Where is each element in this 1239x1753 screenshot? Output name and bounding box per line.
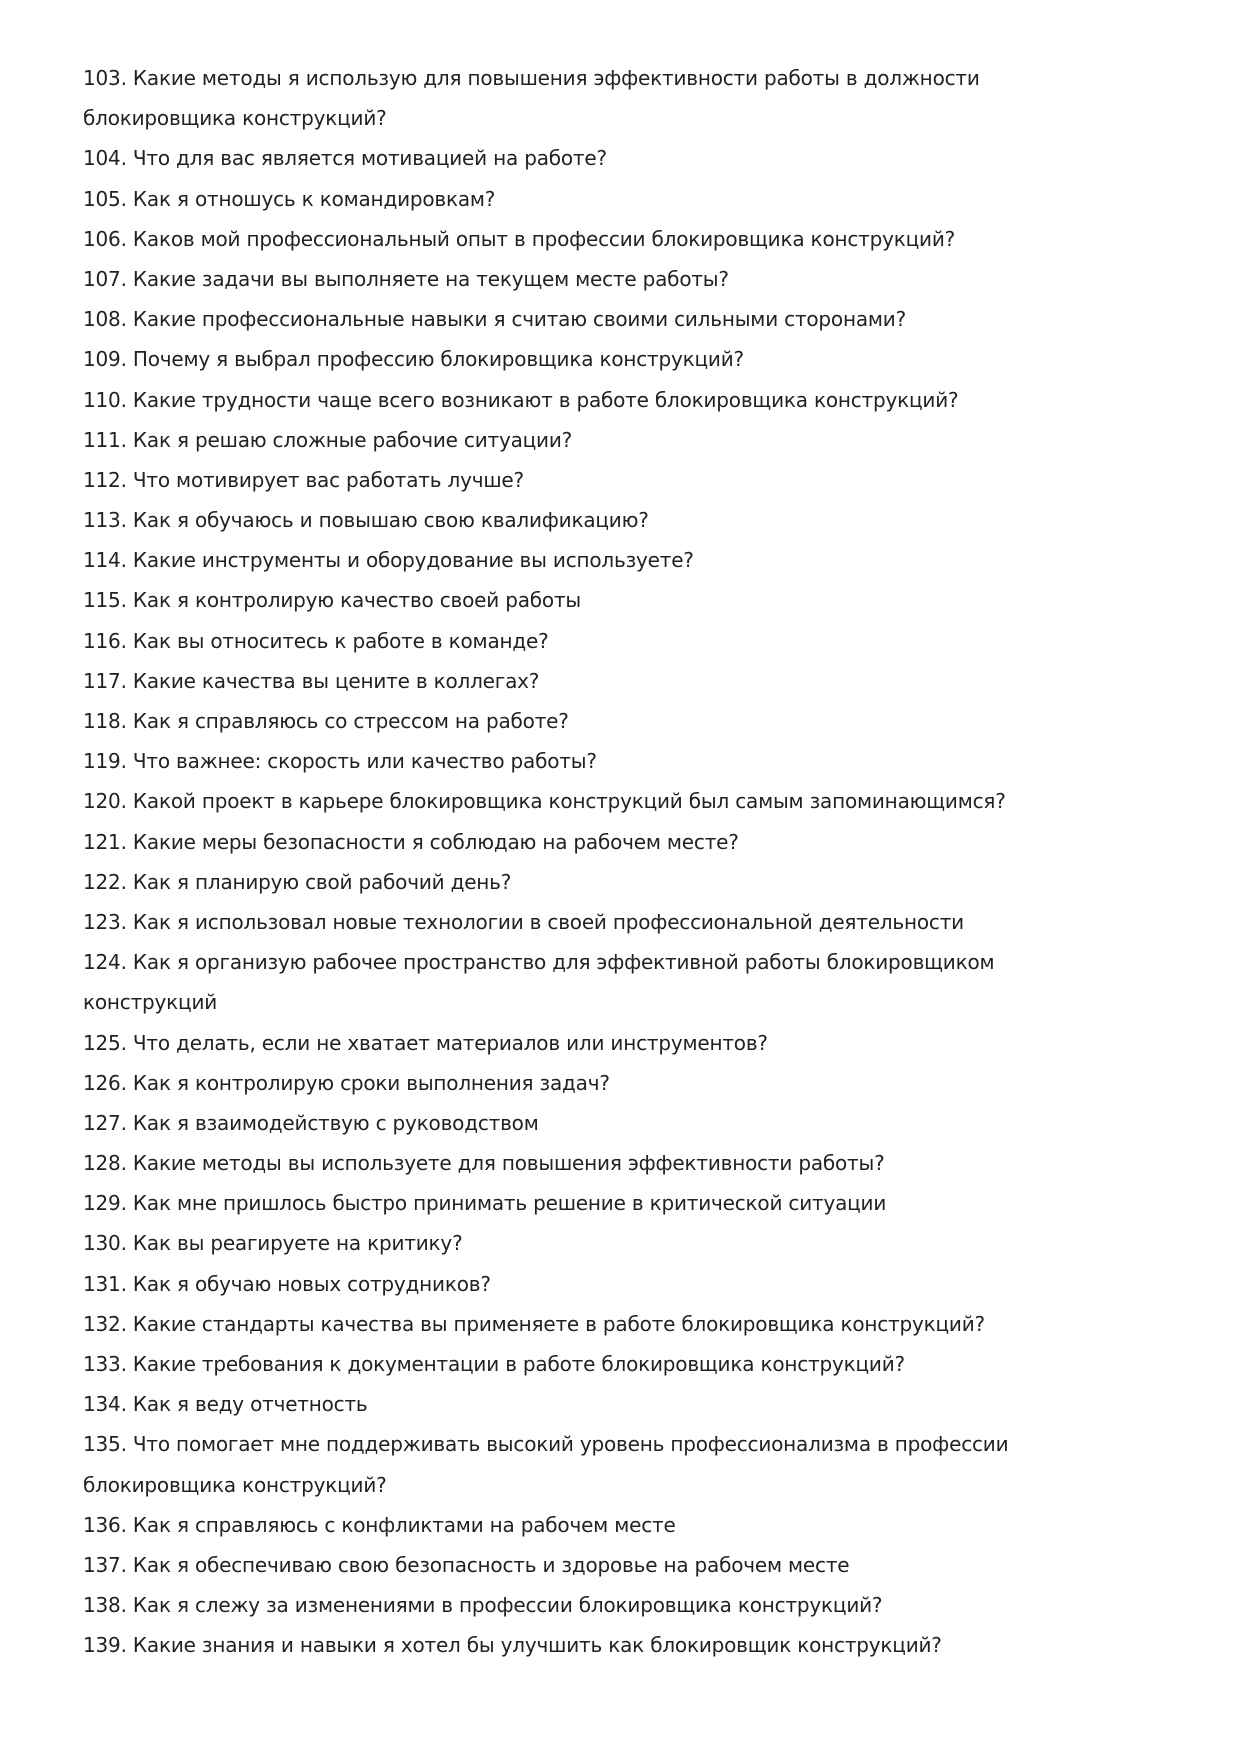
question-number: 137. <box>83 1552 127 1577</box>
question-line <box>83 822 1008 862</box>
question-line <box>83 500 1008 540</box>
list-item <box>83 781 1008 821</box>
list-item <box>83 460 1008 500</box>
question-text-continuation: блокировщика конструкций? <box>83 1472 387 1497</box>
question-text: Как я планирую свой рабочий день? <box>132 869 512 894</box>
question-text-continuation: конструкций <box>83 990 218 1015</box>
question-text: Что важнее: скорость или качество работы? <box>132 749 597 774</box>
question-line <box>83 1223 1008 1263</box>
question-number: 124. <box>83 950 127 975</box>
question-text: Как я отношусь к командировкам? <box>132 186 496 211</box>
question-line <box>83 380 1008 420</box>
question-number: 115. <box>83 588 127 613</box>
question-line <box>83 902 1008 942</box>
question-number: 118. <box>83 709 127 733</box>
question-text: Как я обучаюсь и повышаю свою квалификацию? <box>132 508 649 533</box>
question-number: 139. <box>83 1633 127 1658</box>
question-number: 121. <box>83 829 127 854</box>
question-number: 131. <box>83 1271 127 1296</box>
question-line <box>83 540 1008 580</box>
question-line <box>83 1143 1008 1183</box>
question-text: Как я справляюсь со стрессом на работе? <box>132 709 569 733</box>
question-text: Как вы относитесь к работе в команде? <box>132 628 549 653</box>
question-line <box>83 138 1008 178</box>
question-text: Как я контролирую качество своей работы <box>132 588 581 613</box>
question-line <box>83 580 1008 620</box>
list-item <box>83 902 1008 942</box>
question-line <box>83 1585 1008 1625</box>
list-item <box>83 420 1008 460</box>
question-text: Почему я выбрал профессию блокировщика конструкций? <box>132 347 744 372</box>
question-text: Какие знания и навыки я хотел бы улучшить как блокировщик конструкций? <box>132 1633 942 1658</box>
question-number: 103. <box>83 66 127 90</box>
question-line <box>83 942 1008 982</box>
list-item <box>83 1384 1008 1424</box>
question-line <box>83 1625 1008 1665</box>
question-line <box>83 781 1008 821</box>
list-item <box>83 741 1008 781</box>
list-item <box>83 1143 1008 1183</box>
question-line <box>83 1424 1008 1464</box>
list-item <box>83 138 1008 178</box>
question-text: Как я слежу за изменениями в профессии блокировщика конструкций? <box>132 1593 883 1618</box>
question-line <box>83 1183 1008 1223</box>
question-number: 111. <box>83 427 127 452</box>
question-text: Как я организую рабочее пространство для эффективной работы блокировщиком <box>132 950 995 975</box>
question-text: Как мне пришлось быстро принимать решение в критической ситуации <box>132 1191 887 1216</box>
list-item <box>83 621 1008 661</box>
question-list <box>83 58 1008 1666</box>
question-line <box>83 179 1008 219</box>
list-item <box>83 1344 1008 1384</box>
question-line <box>83 1344 1008 1384</box>
question-line <box>83 1264 1008 1304</box>
question-line <box>83 1505 1008 1545</box>
question-number: 110. <box>83 387 127 412</box>
list-item <box>83 1304 1008 1344</box>
list-item <box>83 822 1008 862</box>
question-text: Какой проект в карьере блокировщика конструкций был самым запоминающимся? <box>132 789 1006 814</box>
question-number: 134. <box>83 1392 127 1417</box>
question-text: Как вы реагируете на критику? <box>132 1231 463 1256</box>
question-text: Какие методы вы используете для повышения эффективности работы? <box>132 1151 885 1176</box>
question-number: 135. <box>83 1432 127 1457</box>
list-item <box>83 219 1008 259</box>
question-line <box>83 58 1008 98</box>
question-line <box>83 701 1008 741</box>
list-item <box>83 1625 1008 1665</box>
question-line <box>83 741 1008 781</box>
question-number: 126. <box>83 1070 127 1095</box>
question-number: 114. <box>83 548 127 573</box>
question-number: 108. <box>83 307 127 332</box>
question-number: 109. <box>83 347 127 372</box>
question-text: Как я обеспечиваю свою безопасность и здоровье на рабочем месте <box>132 1552 850 1577</box>
list-item <box>83 259 1008 299</box>
question-number: 128. <box>83 1151 127 1176</box>
list-item <box>83 580 1008 620</box>
list-item <box>83 661 1008 701</box>
question-line <box>83 661 1008 701</box>
question-text: Какие меры безопасности я соблюдаю на рабочем месте? <box>132 829 739 854</box>
question-number: 136. <box>83 1512 127 1537</box>
question-text: Какие профессиональные навыки я считаю своими сильными сторонами? <box>132 307 907 332</box>
list-item <box>83 58 1008 138</box>
question-number: 120. <box>83 789 127 814</box>
question-line <box>83 1384 1008 1424</box>
question-text: Какие стандарты качества вы применяете в работе блокировщика конструкций? <box>132 1311 985 1336</box>
question-text: Какие задачи вы выполняете на текущем месте работы? <box>132 266 729 291</box>
question-number: 132. <box>83 1311 127 1336</box>
list-item <box>83 1223 1008 1263</box>
question-line <box>83 1023 1008 1063</box>
question-line <box>83 259 1008 299</box>
question-number: 104. <box>83 146 127 171</box>
list-item <box>83 1505 1008 1545</box>
question-text: Как я справляюсь с конфликтами на рабочем месте <box>132 1512 676 1537</box>
list-item <box>83 1063 1008 1103</box>
list-item <box>83 299 1008 339</box>
question-text: Как я веду отчетность <box>132 1392 368 1417</box>
question-line <box>83 1545 1008 1585</box>
list-item <box>83 380 1008 420</box>
question-text: Что мотивирует вас работать лучше? <box>132 467 524 492</box>
question-line <box>83 219 1008 259</box>
question-line <box>83 862 1008 902</box>
question-number: 112. <box>83 467 127 492</box>
list-item <box>83 1545 1008 1585</box>
question-number: 127. <box>83 1110 127 1135</box>
question-text: Что помогает мне поддерживать высокий уровень профессионализма в профессии <box>132 1432 1009 1457</box>
list-item <box>83 540 1008 580</box>
question-number: 119. <box>83 749 127 774</box>
list-item <box>83 1585 1008 1625</box>
question-number: 107. <box>83 266 127 291</box>
question-number: 125. <box>83 1030 127 1055</box>
question-text-continuation: блокировщика конструкций? <box>83 106 387 131</box>
question-number: 117. <box>83 668 127 693</box>
question-line <box>83 299 1008 339</box>
question-line <box>83 1304 1008 1344</box>
question-line <box>83 460 1008 500</box>
question-number: 138. <box>83 1593 127 1618</box>
question-text: Какие инструменты и оборудование вы используете? <box>132 548 694 573</box>
question-number: 130. <box>83 1231 127 1256</box>
question-line <box>83 420 1008 460</box>
question-text: Каков мой профессиональный опыт в профессии блокировщика конструкций? <box>132 226 956 251</box>
list-item <box>83 1023 1008 1063</box>
question-text: Что делать, если не хватает материалов или инструментов? <box>132 1030 768 1055</box>
question-line <box>83 1063 1008 1103</box>
question-number: 129. <box>83 1191 127 1216</box>
question-number: 113. <box>83 508 127 533</box>
question-text: Какие методы я использую для повышения эффективности работы в должности <box>132 66 980 90</box>
question-text: Как я использовал новые технологии в своей профессиональной деятельности <box>132 909 964 934</box>
question-number: 123. <box>83 909 127 934</box>
question-number: 105. <box>83 186 127 211</box>
question-text: Как я обучаю новых сотрудников? <box>132 1271 491 1296</box>
list-item <box>83 339 1008 379</box>
list-item <box>83 701 1008 741</box>
list-item <box>83 1424 1008 1504</box>
question-text: Как я контролирую сроки выполнения задач? <box>132 1070 610 1095</box>
question-line <box>83 1103 1008 1143</box>
question-text: Как я взаимодействую с руководством <box>132 1110 539 1135</box>
question-line <box>83 339 1008 379</box>
list-item <box>83 942 1008 1022</box>
question-number: 133. <box>83 1352 127 1376</box>
question-number: 106. <box>83 226 127 251</box>
question-text: Какие качества вы цените в коллегах? <box>132 668 540 693</box>
list-item <box>83 1183 1008 1223</box>
question-text: Что для вас является мотивацией на работе? <box>132 146 607 171</box>
question-number: 122. <box>83 869 127 894</box>
question-text: Как я решаю сложные рабочие ситуации? <box>132 427 573 452</box>
question-text: Какие трудности чаще всего возникают в работе блокировщика конструкций? <box>132 387 959 412</box>
list-item <box>83 179 1008 219</box>
list-item <box>83 1103 1008 1143</box>
question-line <box>83 621 1008 661</box>
list-item <box>83 1264 1008 1304</box>
list-item <box>83 862 1008 902</box>
question-text: Какие требования к документации в работе блокировщика конструкций? <box>132 1352 905 1376</box>
list-item <box>83 500 1008 540</box>
question-number: 116. <box>83 628 127 653</box>
